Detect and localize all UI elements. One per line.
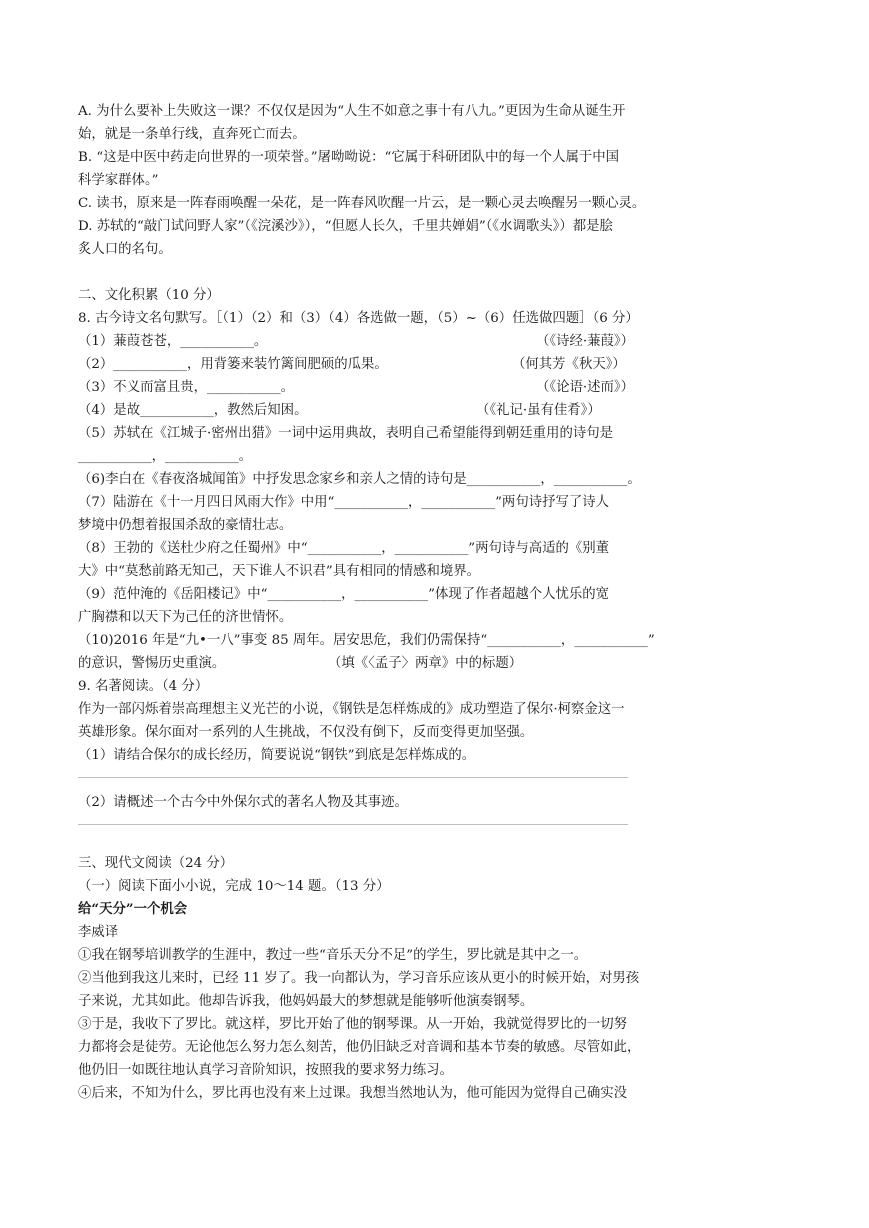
question-9-sub-2: （2）请概述一个古今中外保尔式的著名人物及其事迹。 — [78, 795, 408, 810]
dictation-item-4-text: （4）是故___________，教然后知困。 — [78, 403, 308, 418]
story-paragraph-1: ①我在钢琴培训教学的生涯中，教过一些“音乐天分不足”的学生，罗比就是其中之一。 — [78, 948, 588, 963]
section-2-title: 二、文化积累（10 分） — [78, 288, 220, 303]
dictation-item-5-line-1: （5）苏轼在《江城子·密州出猎》一词中运用典故，表明自己希望能得到朝廷重用的诗句是 — [78, 426, 614, 441]
story-paragraph-2-line-1: ②当他到我这儿来时，已经 11 岁了。我一向都认为，学习音乐应该从更小的时候开始，对男孩 — [78, 971, 640, 986]
option-d-line-1: D. 苏轼的“敲门试问野人家”（《浣溪沙》），“但愿人长久，千里共婵娟”（《水调歌头》）都是脍 — [78, 219, 613, 234]
option-c-line-1: C. 读书，原来是一阵春雨唤醒一朵花，是一阵春风吹醒一片云，是一颗心灵去唤醒另一颗心灵。 — [78, 196, 646, 211]
dictation-item-2-text: （2）___________，用背篓来装竹篱间肥硕的瓜果。 — [78, 357, 388, 372]
dictation-item-2 — [78, 353, 718, 376]
option-d-line-2: 炙人口的名句。 — [78, 242, 172, 257]
dictation-item-10-line-2-row — [78, 652, 718, 675]
dictation-item-4 — [78, 399, 718, 422]
option-b-line-1: B. “这是中医中药走向世界的一项荣誉。”屠呦呦说：“它属于科研团队中的每一个人属于中国 — [78, 150, 620, 165]
question-8-intro: 8. 古今诗文名句默写。［（1）（2）和（3）（4）各选做一题，（5）~（6）任选做四题］（6 分） — [78, 311, 639, 326]
story-paragraph-2-line-2: 子来说，尤其如此。他却告诉我，他妈妈最大的梦想就是能够听他演奏钢琴。 — [78, 994, 534, 1009]
dictation-item-7-line-2: 梦境中仍想着报国杀敌的豪情壮志。 — [78, 518, 293, 533]
dictation-item-10-line-2: 的意识，警惕历史重演。 — [78, 656, 226, 671]
question-9-intro-line-2: 英雄形象。保尔面对一系列的人生挑战，不仅没有倒下，反而变得更加坚强。 — [78, 725, 534, 740]
option-a-line-2: 始，就是一条单行线，直奔死亡而去。 — [78, 127, 306, 142]
dictation-item-1-source: （《诗经·蒹葭》） — [536, 334, 634, 349]
answer-line-1[interactable] — [78, 767, 628, 778]
dictation-item-6: （6)李白在《春夜洛城闻笛》中抒发思念家乡和亲人之情的诗句是___________，___________。 — [78, 472, 641, 487]
dictation-item-10-note: （填《〈孟子〉两章》中的标题） — [328, 656, 523, 671]
dictation-item-2-source: （何其芳《秋天》） — [512, 357, 626, 372]
dictation-item-8-line-2: 大》中“莫愁前路无知己，天下谁人不识君”具有相同的情感和境界。 — [78, 564, 481, 579]
document-page — [78, 100, 718, 1105]
dictation-item-3 — [78, 376, 718, 399]
option-a-line-1: A. 为什么要补上失败这一课？不仅仅是因为“人生不如意之事十有八九。”更因为生命从诞生开 — [78, 104, 626, 119]
dictation-item-1-text: （1）蒹葭苍苍，___________。 — [78, 334, 268, 349]
story-title: 给“天分”一个机会 — [78, 901, 188, 917]
dictation-item-3-source: （《论语·述而》） — [536, 380, 634, 395]
answer-line-2[interactable] — [78, 814, 628, 825]
question-9-title: 9. 名著阅读。（4 分） — [78, 679, 209, 694]
dictation-item-3-text: （3）不义而富且贵，___________。 — [78, 380, 295, 395]
dictation-item-4-source: （《礼记·虽有佳肴》） — [476, 403, 601, 418]
section-3-title: 三、现代文阅读（24 分） — [78, 856, 234, 871]
story-paragraph-3-line-2: 力都将会是徒劳。无论他怎么努力怎么刻苦，他仍旧缺乏对音调和基本节奏的敏感。尽管如此， — [78, 1040, 641, 1055]
question-9-sub-1: （1）请结合保尔的成长经历，简要说说“钢铁”到底是怎样炼成的。 — [78, 748, 476, 763]
dictation-item-10-line-1: （10)2016 年是“九•一八”事变 85 周年。居安思危，我们仍需保持“___________，___________” — [78, 633, 655, 648]
dictation-item-1 — [78, 330, 718, 353]
dictation-item-9-line-2: 广胸襟和以天下为己任的济世情怀。 — [78, 610, 293, 625]
story-author: 李威译 — [78, 925, 119, 940]
option-b-line-2: 科学家群体。” — [78, 173, 159, 188]
story-paragraph-3-line-3: 他仍旧一如既往地认真学习音阶知识，按照我的要求努力练习。 — [78, 1063, 453, 1078]
story-paragraph-3-line-1: ③于是，我收下了罗比。就这样，罗比开始了他的钢琴课。从一开始，我就觉得罗比的一切努 — [78, 1017, 628, 1032]
question-7-options — [78, 100, 718, 261]
question-9-intro-line-1: 作为一部闪烁着崇高理想主义光芒的小说，《钢铁是怎样炼成的》成功塑造了保尔·柯察金这一 — [78, 702, 625, 717]
section-3-subtitle: （一）阅读下面小小说，完成 10～14 题。（13 分） — [78, 879, 390, 894]
dictation-item-8-line-1: （8）王勃的《送杜少府之任蜀州》中“___________，___________”两句诗与高适的《别董 — [78, 541, 610, 556]
story-paragraph-4-line-1: ④后来，不知为什么，罗比再也没有来上过课。我想当然地认为，他可能因为觉得自己确实没 — [78, 1086, 628, 1101]
dictation-item-5-line-2: ___________，___________。 — [78, 449, 253, 464]
dictation-item-7-line-1: （7）陆游在《十一月四日风雨大作》中用“___________，___________”两句诗抒写了诗人 — [78, 495, 610, 510]
dictation-item-9-line-1: （9）范仲淹的《岳阳楼记》中“___________，___________”体现了作者超越个人忧乐的宽 — [78, 587, 610, 602]
